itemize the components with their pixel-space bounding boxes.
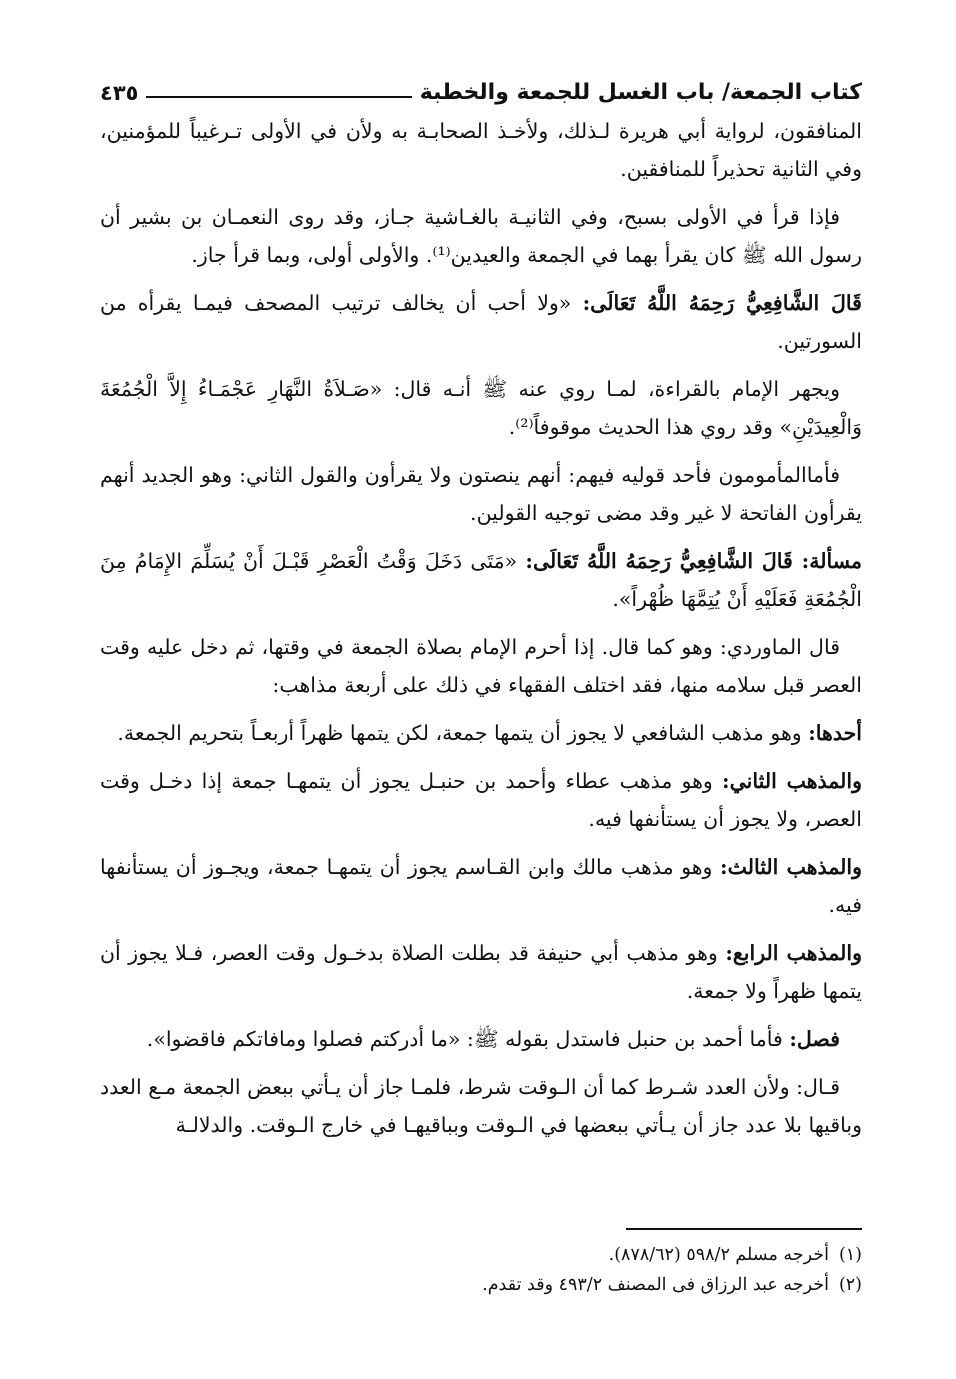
page-body (100, 70, 862, 1154)
footnote (100, 1240, 862, 1270)
paragraph-text: فأماالمأمومون فأحد قوليه فيهم: أنهم ينصتون ولا يقرأون والقول الثاني: وهو الجديد أنهم يقرأون الفاتحة لا غير وقد مضى توجيه القولين. (100, 463, 862, 525)
footnote-text: أخرجه مسلم ٥٩٨/٢ (٨٧٨/٦٢). (608, 1245, 829, 1265)
paragraph-text: «ولا أحب أن يخالف ترتيب المصحف فيمـا يقرأه من السورتين. (100, 291, 862, 353)
paragraph (100, 1020, 862, 1058)
paragraph (100, 762, 862, 838)
paragraph-text: وهو مذهب الشافعي لا يجوز أن يتمها جمعة، لكن يتمها ظهراً أربعـاً بتحريم الجمعة. (117, 721, 802, 745)
footnote-number: (٢) (838, 1275, 862, 1295)
paragraph-lead: والمذهب الثاني: (722, 769, 862, 793)
paragraph-text: «مَتَى دَخَلَ وَقْتُ الْعَصْرِ قَبْـلَ أَنْ يُسَلِّمَ الإِمَامُ مِنَ الْجُمُعَةِ فَعَلَيْهِ أَنْ يُتِمَّهَا ظُهْراً». (100, 549, 862, 611)
paragraph (100, 542, 862, 618)
paragraph (100, 284, 862, 360)
paragraph-lead: والمذهب الرابع: (725, 941, 862, 965)
paragraph-lead: أحدها: (808, 721, 862, 745)
paragraph (100, 198, 862, 274)
paragraph (100, 628, 862, 704)
footnote-rule (626, 1228, 862, 1230)
paragraph-text: قـال: ولأن العدد شـرط كما أن الـوقت شرط، فلمـا جاز أن يـأتي ببعض الجمعة مـع العدد وباقيها بلا عدد جاز أن يـأتي ببعضها في الـوقت وبباقيهـا في خارج الـوقت. والدلالـة (100, 1075, 862, 1137)
paragraph-text: فأما أحمد بن حنبل فاستدل بقوله ﷺ: «ما أدركتم فصلوا ومافاتكم فاقضوا». (146, 1027, 783, 1051)
header-title: كتاب الجمعة/ باب الغسل للجمعة والخطبة (419, 79, 862, 105)
paragraph (100, 934, 862, 1010)
footnote-text: أخرجه عبد الرزاق فى المصنف ٤٩٣/٢ وقد تقدم. (482, 1275, 829, 1295)
footnote (100, 1270, 862, 1300)
paragraph-text: وهو مذهب عطاء وأحمد بن حنبـل يجوز أن يتمهـا جمعة إذا دخـل وقت العصر، ولا يجوز أن يستأنفها فيه. (100, 769, 862, 831)
running-header (100, 70, 862, 106)
footnotes (100, 1228, 862, 1300)
paragraph-text: قال الماوردي: وهو كما قال. إذا أحرم الإمام بصلاة الجمعة في وقتها، ثم دخل عليه وقت العصر قبل سلامه منها، فقد اختلف الفقهاء في ذلك على أربعة مذاهب: (100, 635, 862, 697)
paragraph-text: وهو مذهب أبي حنيفة قد بطلت الصلاة بدخـول وقت العصر، فـلا يجوز أن يتمها ظهراً ولا جمعة. (100, 941, 862, 1003)
paragraph (100, 714, 862, 752)
paragraph-lead: فصل: (789, 1027, 840, 1051)
paragraph-lead: والمذهب الثالث: (720, 855, 862, 879)
paragraph (100, 112, 862, 188)
paragraph-text: المنافقون، لرواية أبي هريرة لـذلك، ولأخـذ الصحابـة به ولأن في الأولى تـرغيباً للمؤمنين، وفي الثانية تحذيراً للمنافقين. (100, 119, 862, 181)
paragraph-lead: قَالَ الشَّافِعِيُّ رَحِمَهُ اللَّهُ تَعَالَى: (582, 291, 862, 315)
paragraph (100, 848, 862, 924)
paragraph (100, 1068, 862, 1144)
paragraph-text: ويجهر الإمام بالقراءة، لمـا روي عنه ﷺ أنـه قال: «صَـلاَةُ النَّهَارِ عَجْمَـاءُ إِلاَّ الْجُمُعَةَ وَالْعِيدَيْنِ» وقد روي هذا الحديث موقوفاً⁽²⁾. (100, 377, 862, 439)
header-rule (146, 96, 411, 98)
paragraph-lead: مسألة: قَالَ الشَّافِعِيُّ رَحِمَهُ اللَّهُ تَعَالَى: (525, 549, 862, 573)
paragraph (100, 370, 862, 446)
paragraph-text: فإذا قرأ في الأولى بسبح، وفي الثانيـة بالغـاشية جـاز، وقد روى النعمـان بن بشير أن رسول الله ﷺ كان يقرأ بهما في الجمعة والعيدين⁽¹⁾. والأولى أولى، وبما قرأ جاز. (100, 205, 862, 267)
paragraph (100, 456, 862, 532)
footnote-number: (١) (838, 1245, 862, 1265)
paragraph-text: وهو مذهب مالك وابن القـاسم يجوز أن يتمهـا جمعة، ويجـوز أن يستأنفها فيه. (100, 855, 862, 917)
page-number: ٤٣٥ (100, 80, 139, 105)
